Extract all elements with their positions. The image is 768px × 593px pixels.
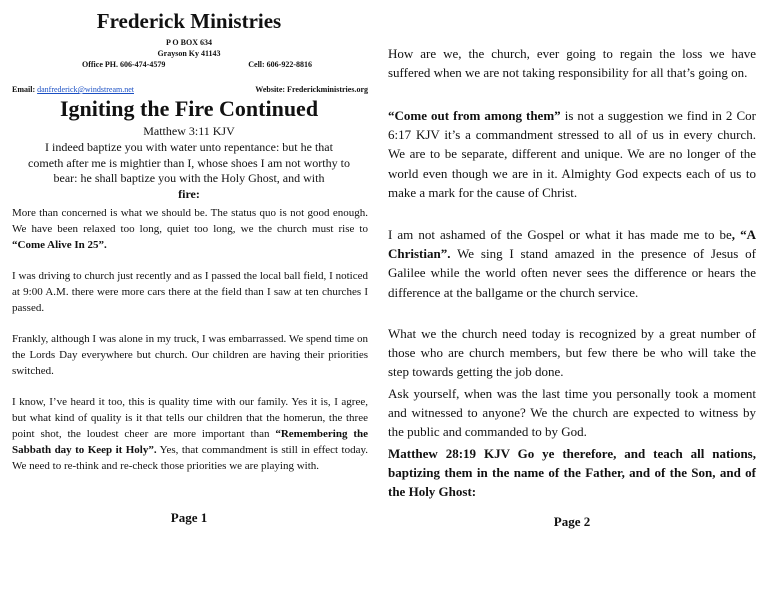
website: Website: Frederickministries.org	[255, 85, 368, 94]
paragraph-4	[12, 394, 368, 474]
headline: Igniting the Fire Continued	[59, 96, 319, 121]
emphasis-text: “Come Alive In 25”.	[12, 239, 107, 251]
page-number: Page 1	[170, 510, 208, 525]
scripture-quote: Matthew 28:19 KJV Go ye therefore, and teach all nations, baptizing them in the name of the Father, and of the Son, and of the Holy Ghost:	[388, 446, 756, 500]
paragraph-4: What we the church need today is recognized by a great number of those who are church members, but few there be who will take the step towards getting the job done.	[388, 326, 756, 380]
paragraph-text: I know, I’ve heard it too, this is quality time with our family. Yes it is, I agree, but what kind of quality is it that tells our children that the homerun, the three point shot, the loudest cheer are more important than	[12, 396, 368, 440]
paragraph-text: I am not ashamed of the Gospel or what it has made me to be	[388, 227, 732, 242]
phone-line	[82, 60, 312, 70]
paragraph-text: is not a suggestion we find in 2 Cor 6:17 KJV it’s a commandment stressed to all of us in every church. We are to be separate, different and unique. We are no longer of the world even though we are in it. Almighty God expects each of us to make a mark for the cause of Christ.	[388, 108, 756, 200]
email-label: Email:	[12, 85, 36, 94]
page-1	[0, 0, 378, 593]
paragraph-text: Yes, that commandment is still in effect today. We need to re-think and re-check those priorities we are playing with.	[12, 444, 368, 472]
paragraph-text: More than concerned is what we should be. The status quo is not good enough. We have been relaxed too long, quiet too long, we the church must rise to	[12, 207, 368, 235]
page-2	[388, 0, 756, 593]
paragraph-3	[388, 225, 756, 302]
email-group	[12, 85, 134, 95]
emphasis-text: “Remembering the Sabbath day to Keep it Holy”.	[12, 428, 368, 456]
email-link[interactable]: danfrederick@windstream.net	[37, 85, 134, 94]
ministry-title: Frederick Ministries	[96, 9, 282, 33]
paragraph-1	[12, 205, 368, 253]
po-box: P O BOX 634	[165, 38, 212, 47]
emphasis-text: “Come out from among them”	[388, 108, 561, 123]
page-number: Page 2	[553, 514, 591, 529]
paragraph-2	[388, 106, 756, 202]
verse-reference: Matthew 3:11 KJV	[143, 124, 235, 138]
emphasis-text: , “A Christian”.	[388, 227, 756, 262]
cell-phone: Cell: 606-922-8816	[248, 60, 312, 69]
paragraph-2: I was driving to church just recently and as I passed the local ball field, I noticed at 9:00 A.M. there were more cars there at the field than I saw at ten churches I passed.	[12, 270, 368, 314]
paragraph-3: Frankly, although I was alone in my truck, I was embarrassed. We spend time on the Lords Day everywhere but church. Our children are having their priorities switched.	[12, 333, 368, 377]
verse-text: I indeed baptize you with water unto repentance: but he that cometh after me is mightier than I, whose shoes I am not worthy to bear: he shall baptize you with the Holy Ghost, and with	[28, 140, 350, 185]
office-phone: Office PH. 606-474-4579	[82, 60, 166, 69]
paragraph-text: We sing I stand amazed in the presence of Jesus of Galilee while the world often never sees the difference or hears the difference at the ballgame or the church service.	[388, 246, 756, 300]
city-state: Grayson Ky 41143	[157, 49, 221, 58]
verse-end: fire:	[178, 186, 200, 201]
verse-quote	[28, 140, 350, 202]
paragraph-5: Ask yourself, when was the last time you personally took a moment and witnessed to anyone? We the church are expected to witness by the public and commanded to by God.	[388, 386, 756, 440]
paragraph-1: How are we, the church, ever going to regain the loss we have suffered when we are not taking responsibility for all that’s going on.	[388, 46, 756, 81]
contact-line	[12, 85, 368, 95]
